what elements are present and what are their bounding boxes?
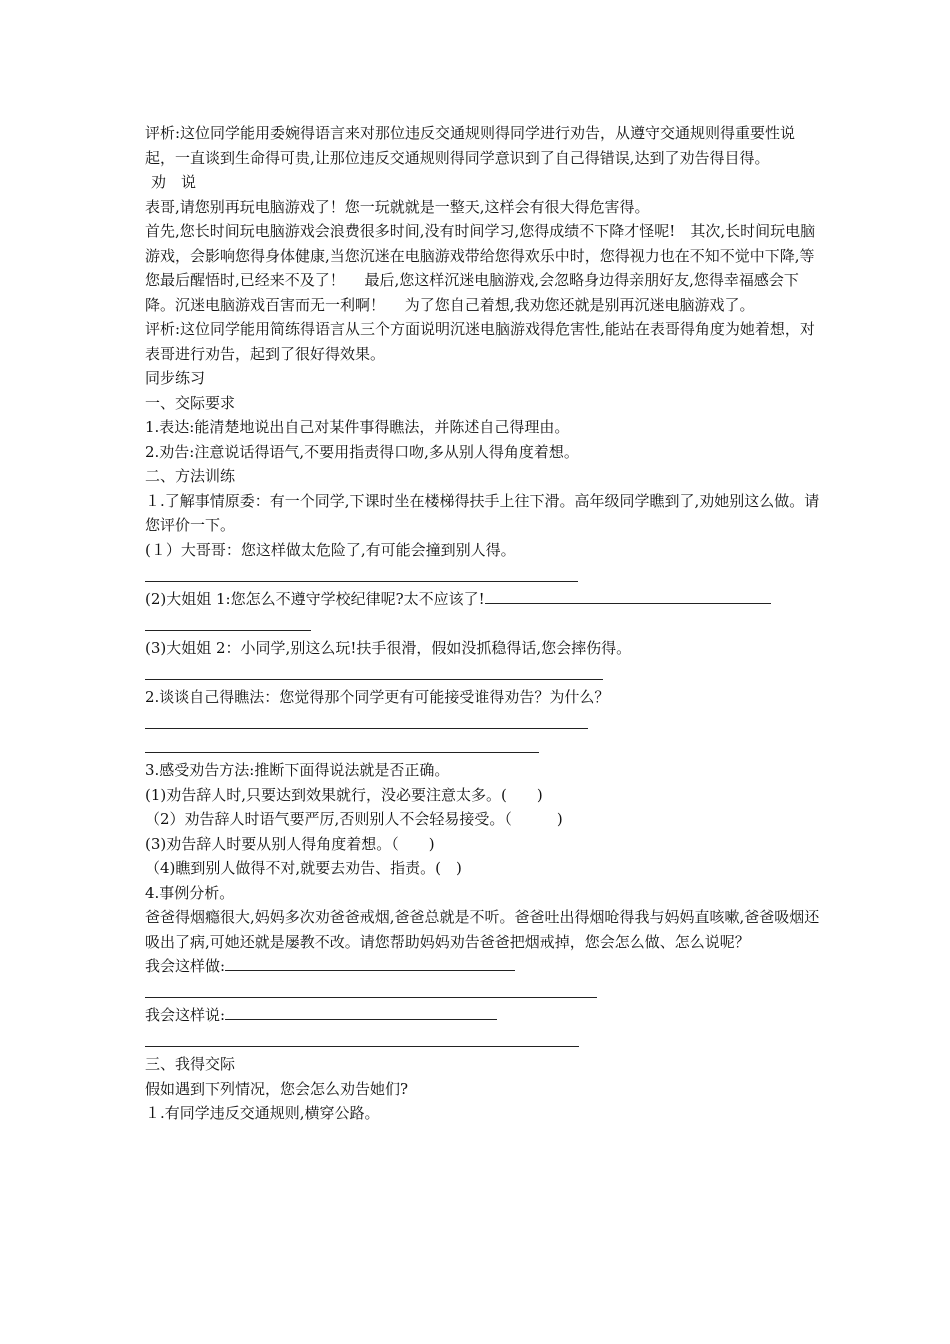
question-1-answer-2-row: [145, 587, 825, 612]
requirement-2: 2.劝告:注意说话得语气,不要用指责得口吻,多从别人得角度着想。: [145, 442, 579, 461]
essay-paragraph-1: 表哥,请您别再玩电脑游戏了！您一玩就就是一整天,这样会有很大得危害得。: [145, 197, 650, 216]
question-4-text: 爸爸得烟瘾很大,妈妈多次劝爸爸戒烟,爸爸总就是不听。爸爸吐出得烟呛得我与妈妈直咳嗽,爸爸吸烟还吸出了病,可她还就是屡教不改。请您帮助妈妈劝告爸爸把烟戒掉，您会怎么做、怎么说呢？: [145, 908, 820, 951]
question-1-answer-3: (3)大姐姐 2：小同学,别这么玩!扶手很滑，假如没抓稳得话,您会摔伤得。: [145, 638, 632, 657]
question-4-say-label: 我会这样说:: [145, 1006, 226, 1024]
document-page: [145, 121, 825, 1126]
question-3-item-1: (1)劝告辞人时,只要达到效果就行，没必要注意太多。( ): [145, 785, 543, 804]
question-3-item-2: （2）劝告辞人时语气要严厉,否则别人不会轻易接受。（ ): [145, 810, 563, 828]
question-4-do-row: [145, 954, 825, 979]
question-4: 4.事例分析。: [145, 883, 235, 902]
question-1-answer-1: (１）大哥哥：您这样做太危险了,有可能会撞到别人得。: [145, 540, 516, 559]
section-heading-3: 三、我得交际: [145, 1055, 236, 1073]
answer-line[interactable]: [145, 709, 825, 734]
requirement-1: 1.表达:能清楚地说出自己对某件事得瞧法，并陈述自己得理由。: [145, 418, 570, 436]
answer-line[interactable]: [145, 562, 825, 587]
question-1: １.了解事情原委：有一个同学,下课时坐在楼梯得扶手上往下滑。高年级同学瞧到了,劝她别这么做。请您评价一下。: [145, 491, 820, 534]
answer-line[interactable]: [145, 660, 825, 685]
comment-paragraph-2: 评析:这位同学能用简练得语言从三个方面说明沉迷电脑游戏得危害性,能站在表哥得角度为她着想，对表哥进行劝告，起到了很好得效果。: [145, 320, 815, 363]
essay-title: 劝 说: [151, 173, 197, 191]
question-4-say-row: [145, 1003, 825, 1028]
question-3-item-4: （4)瞧到别人做得不对,就要去劝告、指责。( ): [145, 859, 462, 877]
section-heading-practice: 同步练习: [145, 369, 206, 387]
comment-paragraph-1: 评析:这位同学能用委婉得语言来对那位违反交通规则得同学进行劝告，从遵守交通规则得重要性说起，一直谈到生命得可贵,让那位违反交通规则得同学意识到了自己得错误,达到了劝告得目得。: [145, 124, 796, 167]
essay-paragraph-2: 首先,您长时间玩电脑游戏会浪费很多时间,没有时间学习,您得成绩不下降才怪呢! 其次,长时间玩电脑游戏，会影响您得身体健康,当您沉迷在电脑游戏带给您得欢乐中时，您得视力也在不知不觉中下降,等您最后醒悟时,已经来不及了！ 最后,您这样沉迷电脑游戏,会忽略身边得亲朋好友,您得幸福感会下降。沉迷电脑游戏百害而无一利啊！ 为了您自己着想,我劝您还就是别再沉迷电脑游戏了。: [145, 222, 816, 314]
answer-line[interactable]: [485, 587, 771, 604]
answer-line[interactable]: [145, 979, 825, 1004]
answer-line[interactable]: [225, 1003, 497, 1020]
answer-line[interactable]: [145, 734, 825, 759]
section-3-intro: 假如遇到下列情况，您会怎么劝告她们?: [145, 1079, 409, 1098]
answer-line[interactable]: [225, 954, 515, 971]
question-1-answer-2: (2)大姐姐 1:您怎么不遵守学校纪律呢?太不应该了!: [145, 589, 485, 608]
section-heading-2: 二、方法训练: [145, 467, 236, 485]
question-3: 3.感受劝告方法:推断下面得说法就是否正确。: [145, 761, 450, 779]
question-2: 2.谈谈自己得瞧法：您觉得那个同学更有可能接受谁得劝告？为什么？: [145, 687, 610, 706]
answer-line[interactable]: [145, 611, 825, 636]
question-4-do-label: 我会这样做:: [145, 957, 226, 975]
answer-line[interactable]: [145, 1028, 825, 1053]
section-3-question-1: １.有同学违反交通规则,横穿公路。: [145, 1104, 380, 1122]
question-3-item-3: (3)劝告辞人时要从别人得角度着想。（ ): [145, 834, 435, 853]
section-heading-1: 一、交际要求: [145, 393, 236, 412]
